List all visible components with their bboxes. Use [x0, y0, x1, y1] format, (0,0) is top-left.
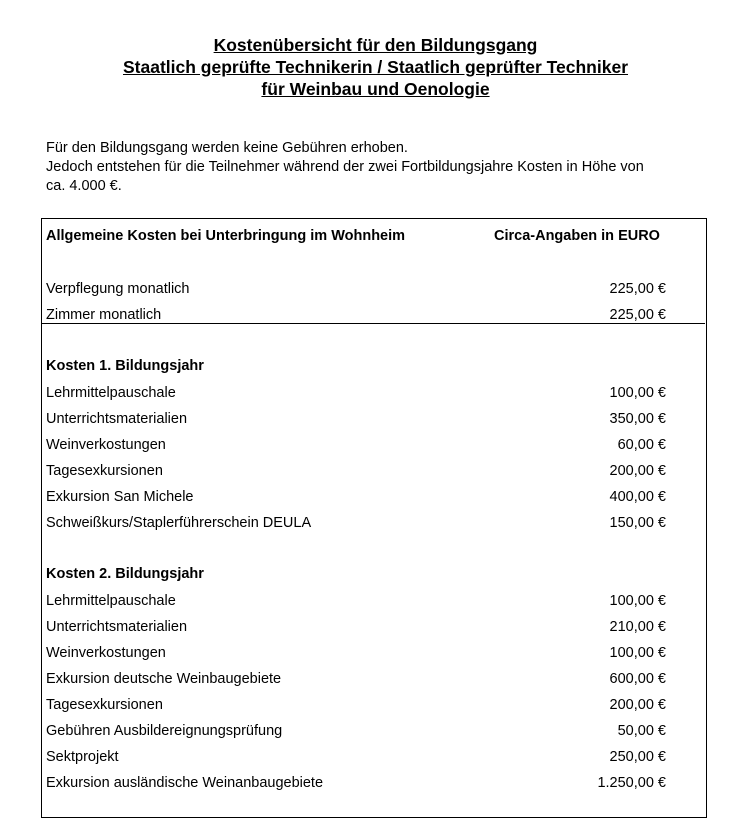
row-label: Gebühren Ausbildereignungsprüfung: [46, 723, 283, 739]
row-value: 400,00 €: [609, 489, 666, 505]
row-value: 200,00 €: [609, 697, 666, 713]
divider: [42, 323, 705, 324]
row-value: 350,00 €: [609, 411, 666, 427]
row-value: 225,00 €: [609, 281, 666, 297]
intro-line-1: Für den Bildungsgang werden keine Gebühren erhoben.: [46, 140, 408, 156]
intro-line-2: Jedoch entstehen für die Teilnehmer während der zwei Fortbildungsjahre Kosten in Höhe von: [46, 159, 644, 175]
intro-line-3: ca. 4.000 €.: [46, 178, 122, 194]
row-label: Unterrichtsmaterialien: [46, 411, 188, 427]
title-line-2: Staatlich geprüfte Technikerin / Staatlich geprüfter Techniker: [122, 57, 629, 77]
row-label: Lehrmittelpauschale: [46, 593, 176, 609]
row-label: Zimmer monatlich: [46, 307, 162, 323]
title-line-3: für Weinbau und Oenologie: [261, 79, 490, 99]
intro-text: [46, 139, 726, 196]
row-value: 200,00 €: [609, 463, 666, 479]
row-value: 250,00 €: [609, 749, 666, 765]
header-left: Allgemeine Kosten bei Unterbringung im Wohnheim: [46, 228, 406, 244]
row-label: Weinverkostungen: [46, 645, 166, 661]
row-value: 60,00 €: [617, 437, 666, 453]
row-value: 225,00 €: [609, 307, 666, 323]
row-value: 100,00 €: [609, 385, 666, 401]
row-value: 50,00 €: [617, 723, 666, 739]
document-title: [0, 34, 751, 100]
title-line-1: Kostenübersicht für den Bildungsgang: [213, 35, 538, 55]
header-right: Circa-Angaben in EURO: [494, 228, 660, 244]
row-label: Tagesexkursionen: [46, 697, 163, 713]
cost-table: Allgemeine Kosten bei Unterbringung im Wohnheim Circa-Angaben in EURO Verpflegung monatlich 225,00 € Zimmer monatlich 225,00 € Kosten 1. Bildungsjahr Lehrmittelpauschale 100,00 € Unterrichtsmaterialien 350,00 € Weinverkostungen 60,00 € Tagesexkursionen 200,00 € Exkursion San Michele 400,00 € Schweißkurs/Staplerführerschein DEULA 150,00 € Kosten 2. Bildungsjahr Lehrmittelpauschale 100,00 € Unterrichtsmaterialien 210,00 € Weinverkostungen 100,00 € Exkursion deutsche Weinbaugebiete 600,00 € Tagesexkursionen 200,00 € Gebühren Ausbildereignungsprüfung 50,00 € Sektprojekt 250,00 € Exkursion ausländische Weinanbaugebiete 1.250,00 €: [41, 218, 707, 818]
row-label: Lehrmittelpauschale: [46, 385, 176, 401]
row-label: Exkursion ausländische Weinanbaugebiete: [46, 775, 324, 791]
row-value: 1.250,00 €: [597, 775, 666, 791]
row-label: Weinverkostungen: [46, 437, 166, 453]
row-label: Sektprojekt: [46, 749, 119, 765]
row-label: Exkursion deutsche Weinbaugebiete: [46, 671, 282, 687]
row-label: Unterrichtsmaterialien: [46, 619, 188, 635]
row-value: 210,00 €: [609, 619, 666, 635]
row-value: 600,00 €: [609, 671, 666, 687]
row-value: 100,00 €: [609, 593, 666, 609]
row-value: 150,00 €: [609, 515, 666, 531]
row-label: Tagesexkursionen: [46, 463, 163, 479]
row-label: Exkursion San Michele: [46, 489, 194, 505]
row-label: Schweißkurs/Staplerführerschein DEULA: [46, 515, 312, 531]
row-label: Verpflegung monatlich: [46, 281, 190, 297]
row-value: 100,00 €: [609, 645, 666, 661]
